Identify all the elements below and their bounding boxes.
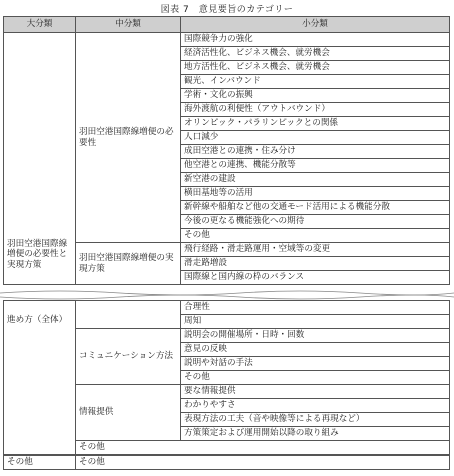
minor-cell: 他空港との連携、機能分散等 xyxy=(181,159,450,173)
table-row xyxy=(4,456,450,470)
header-major: 大分類 xyxy=(4,17,76,33)
minor-cell: 表現方法の工夫（音や映像等による再現など） xyxy=(181,413,450,427)
minor-cell: 経済活性化、ビジネス機会、就労機会 xyxy=(181,47,450,61)
major-cell-necessity: 羽田空港国際線増便の必要性と実現方策 xyxy=(4,33,76,285)
major-cell-other: その他 xyxy=(4,456,76,470)
minor-cell: その他 xyxy=(181,371,450,385)
page-break-tear xyxy=(0,287,454,303)
minor-cell: 滑走路増設 xyxy=(181,257,450,271)
middle-cell-measures: 羽田空港国際線増便の実現方策 xyxy=(76,243,181,285)
middle-cell-other: その他 xyxy=(76,441,450,455)
major-cell-process: 進め方（全体） xyxy=(4,301,76,455)
minor-cell: 新幹線や船舶など他の交通モード活用による機能分散 xyxy=(181,201,450,215)
category-table-other xyxy=(3,455,450,470)
minor-cell: 要な情報提供 xyxy=(181,385,450,399)
table-row xyxy=(4,33,450,47)
middle-cell-communication: コミュニケーション方法 xyxy=(76,329,181,385)
middle-cell-other2: その他 xyxy=(76,456,450,470)
minor-cell: 人口減少 xyxy=(181,131,450,145)
minor-cell: 説明や対話の手法 xyxy=(181,357,450,371)
minor-cell: 海外渡航の利便性（アウトバウンド） xyxy=(181,103,450,117)
category-table-top xyxy=(3,16,450,285)
category-table-bottom xyxy=(3,300,450,455)
minor-cell: 合理性 xyxy=(181,301,450,315)
middle-cell-necessity: 羽田空港国際線増便の必要性 xyxy=(76,33,181,243)
minor-cell: 地方活性化、ビジネス機会、就労機会 xyxy=(181,61,450,75)
minor-cell: 学術・文化の振興 xyxy=(181,89,450,103)
minor-cell: その他 xyxy=(181,229,450,243)
header-minor: 小分類 xyxy=(181,17,450,33)
minor-cell: 観光、インバウンド xyxy=(181,75,450,89)
minor-cell: 横田基地等の活用 xyxy=(181,187,450,201)
minor-cell: 説明会の開催場所・日時・回数 xyxy=(181,329,450,343)
middle-cell-blank xyxy=(76,301,181,329)
minor-cell: 飛行経路・滑走路運用・空域等の変更 xyxy=(181,243,450,257)
minor-cell: 国際競争力の強化 xyxy=(181,33,450,47)
middle-cell-info: 情報提供 xyxy=(76,385,181,441)
minor-cell: オリンピック・パラリンピックとの関係 xyxy=(181,117,450,131)
header-row xyxy=(4,17,450,33)
minor-cell: 今後の更なる機能強化への期待 xyxy=(181,215,450,229)
minor-cell: 周知 xyxy=(181,315,450,329)
minor-cell: 意見の反映 xyxy=(181,343,450,357)
minor-cell: 国際線と国内線の枠のバランス xyxy=(181,271,450,285)
figure-title: 図表 7 意見要旨のカテゴリー xyxy=(160,5,294,15)
header-middle: 中分類 xyxy=(76,17,181,33)
minor-cell: 方策策定および運用開始以降の取り組み xyxy=(181,427,450,441)
minor-cell: 新空港の建設 xyxy=(181,173,450,187)
minor-cell: わかりやすさ xyxy=(181,399,450,413)
minor-cell: 成田空港との連携・住み分け xyxy=(181,145,450,159)
